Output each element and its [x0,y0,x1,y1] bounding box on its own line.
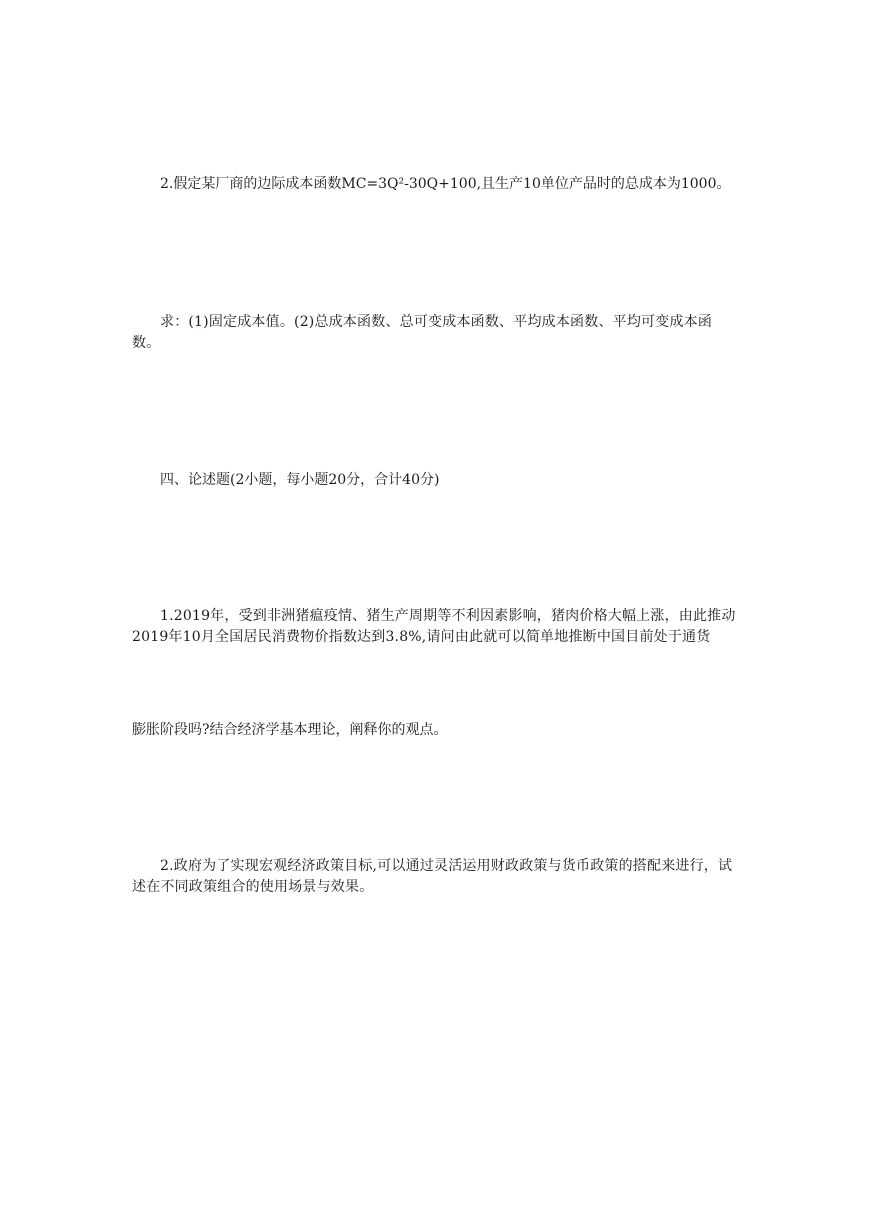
section-4-heading: 四、论述题(2小题，每小题20分，合计40分) [160,472,440,488]
question-2-statement: 2.假定某厂商的边际成本函数MC=3Q²-30Q+100,且生产10单位产品时的总成本为1000。 [160,176,731,192]
essay-question-1-part-2: 膨胀阶段吗?结合经济学基本理论，阐释你的观点。 [132,722,448,738]
question-2-requirements: 求：(1)固定成本值。(2)总成本函数、总可变成本函数、平均成本函数、平均可变成本函数。 [132,314,713,351]
essay-question-1-part-1: 1.2019年，受到非洲猪瘟疫情、猪生产周期等不利因素影响，猪肉价格大幅上涨，由此推动2019年10月全国居民消费物价指数达到3.8%,请问由此就可以简单地推断中国目前处于通货 [132,608,736,645]
essay-question-2: 2.政府为了实现宏观经济政策目标,可以通过灵活运用财政政策与货币政策的搭配来进行，试述在不同政策组合的使用场景与效果。 [132,858,733,895]
